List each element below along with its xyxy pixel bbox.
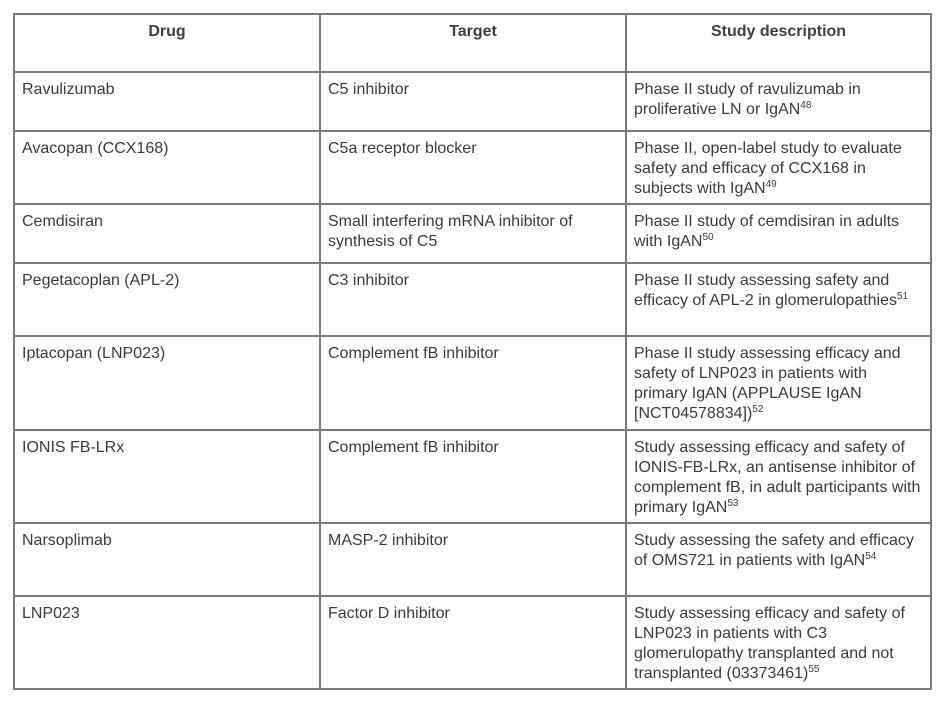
- header-target: Target: [320, 14, 626, 72]
- drug-table: [13, 13, 932, 690]
- drug-table-container: [13, 13, 930, 690]
- drug-cell: LNP023: [14, 596, 320, 689]
- target-cell: C5a receptor blocker: [320, 131, 626, 204]
- description-cell: [626, 596, 931, 689]
- target-cell: Factor D inhibitor: [320, 596, 626, 689]
- reference-number: 48: [800, 100, 812, 111]
- reference-number: 54: [865, 551, 877, 562]
- reference-number: 53: [727, 498, 739, 509]
- target-cell: MASP-2 inhibitor: [320, 523, 626, 596]
- description-cell: [626, 523, 931, 596]
- reference-number: 51: [896, 291, 909, 302]
- description-text: Phase II study assessing efficacy and safety of LNP023 in patients with primary IgAN (APPLAUSE IgAN [NCT04578834]): [634, 345, 901, 422]
- target-cell: Complement fB inhibitor: [320, 430, 626, 523]
- description-text: Phase II study of cemdisiran in adults with IgAN: [634, 213, 900, 250]
- drug-cell: Cemdisiran: [14, 204, 320, 263]
- reference-number: 55: [808, 664, 820, 675]
- drug-cell: IONIS FB-LRx: [14, 430, 320, 523]
- drug-cell: Ravulizumab: [14, 72, 320, 131]
- description-cell: [626, 204, 931, 263]
- description-text: Study assessing efficacy and safety of IONIS-FB-LRx, an antisense inhibitor of complement fB, in adult participants with primary IgAN: [634, 439, 921, 516]
- reference-number: 50: [702, 232, 714, 243]
- reference-number: 49: [765, 179, 777, 190]
- description-cell: [626, 131, 931, 204]
- target-cell: C5 inhibitor: [320, 72, 626, 131]
- table-row: [14, 596, 931, 689]
- reference-number: 52: [752, 404, 764, 415]
- table-row: [14, 336, 931, 430]
- target-cell: Small interfering mRNA inhibitor of synthesis of C5: [320, 204, 626, 263]
- drug-cell: Pegetacoplan (APL-2): [14, 263, 320, 336]
- table-row: [14, 430, 931, 523]
- drug-cell: Iptacopan (LNP023): [14, 336, 320, 430]
- table-row: [14, 131, 931, 204]
- description-text: Phase II study of ravulizumab in proliferative LN or IgAN: [634, 81, 861, 118]
- description-text: Study assessing efficacy and safety of LNP023 in patients with C3 glomerulopathy transplanted and not transplanted (03373461): [634, 605, 905, 682]
- drug-cell: Narsoplimab: [14, 523, 320, 596]
- drug-cell: Avacopan (CCX168): [14, 131, 320, 204]
- table-row: [14, 72, 931, 131]
- target-cell: C3 inhibitor: [320, 263, 626, 336]
- table-row: [14, 204, 931, 263]
- description-cell: [626, 72, 931, 131]
- header-drug: Drug: [14, 14, 320, 72]
- header-study-description: Study description: [626, 14, 931, 72]
- description-text: Phase II, open-label study to evaluate safety and efficacy of CCX168 in subjects with IgAN: [634, 140, 902, 197]
- table-row: [14, 263, 931, 336]
- description-cell: [626, 336, 931, 430]
- header-row: [14, 14, 931, 72]
- description-text: Study assessing the safety and efficacy of OMS721 in patients with IgAN: [634, 532, 914, 569]
- description-text: Phase II study assessing safety and efficacy of APL-2 in glomerulopathies: [634, 272, 897, 309]
- description-cell: [626, 263, 931, 336]
- description-cell: [626, 430, 931, 523]
- table-row: [14, 523, 931, 596]
- target-cell: Complement fB inhibitor: [320, 336, 626, 430]
